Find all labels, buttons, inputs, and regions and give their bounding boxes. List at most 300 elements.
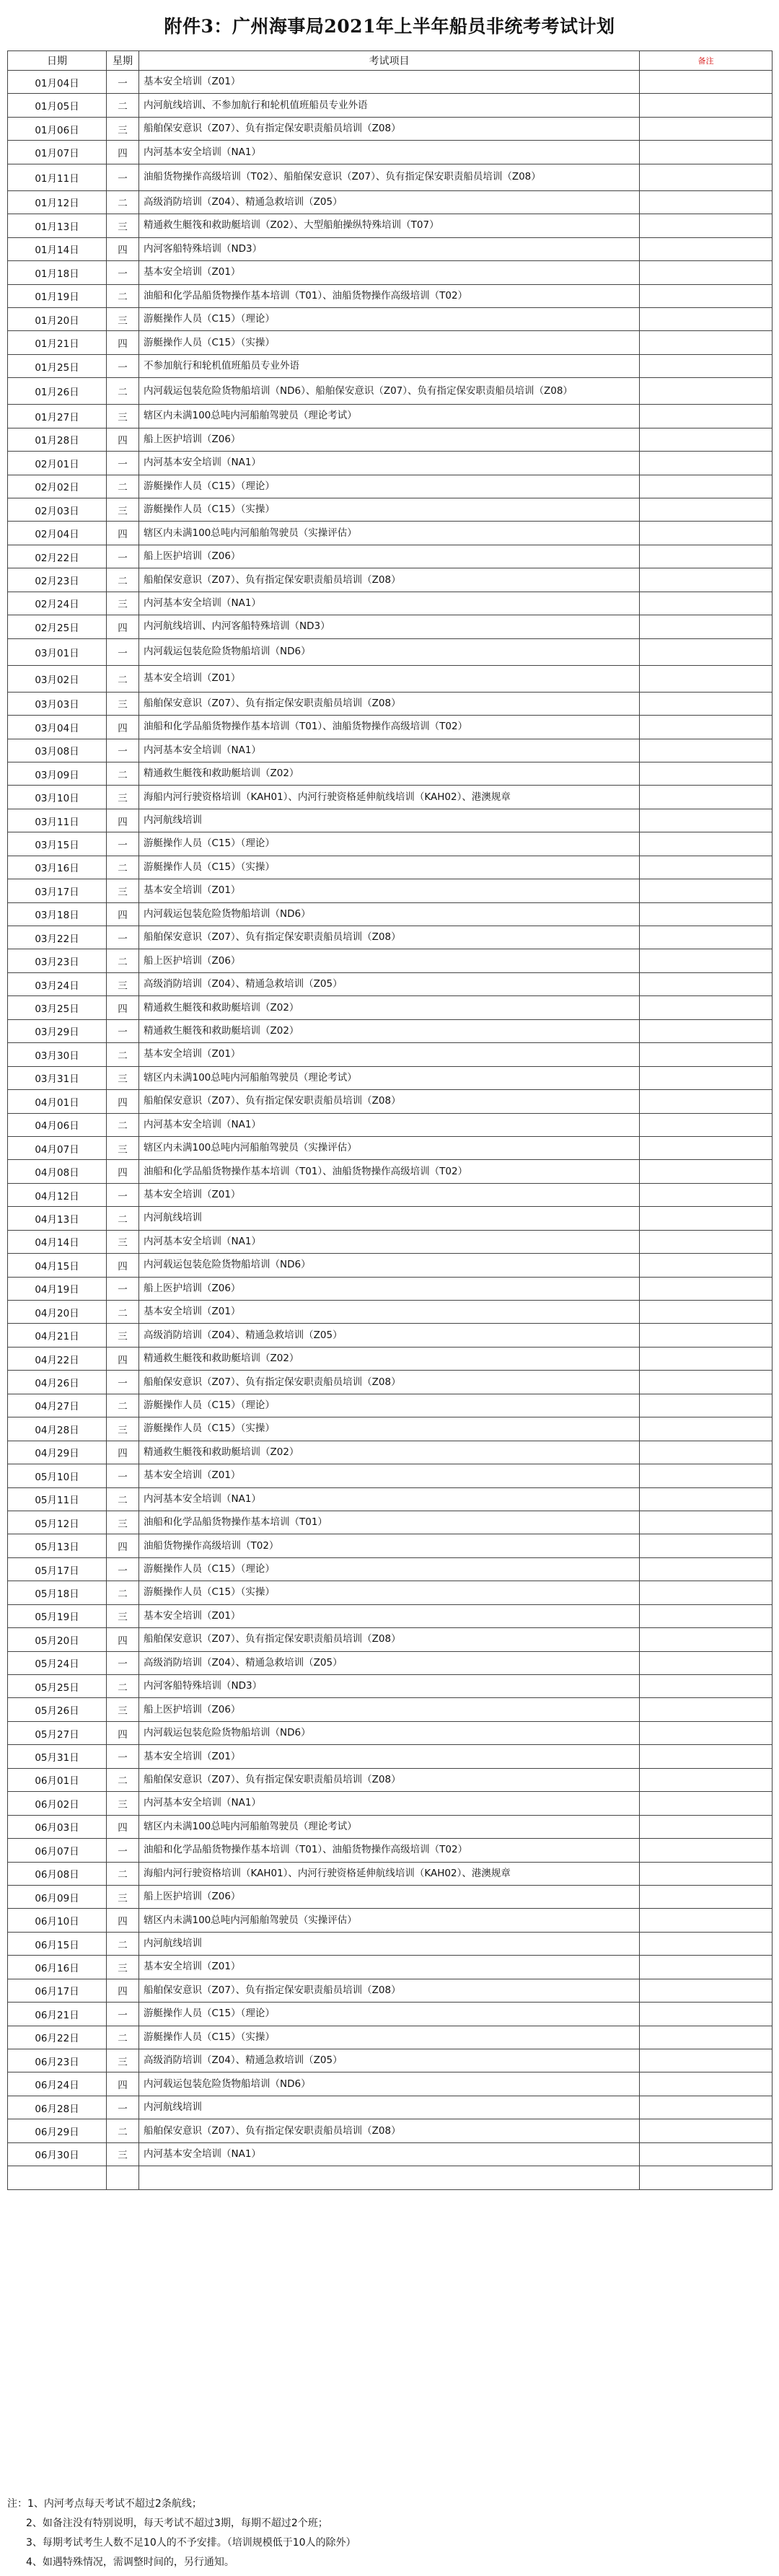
- weekday-cell: 四: [107, 1347, 139, 1370]
- table-row: [8, 2119, 773, 2142]
- table-row: [8, 1254, 773, 1277]
- weekday-cell: 二: [107, 1113, 139, 1136]
- table-row: [8, 1557, 773, 1581]
- weekday-cell: 四: [107, 237, 139, 260]
- date-cell: 04月12日: [8, 1183, 107, 1206]
- date-cell: 03月22日: [8, 926, 107, 949]
- weekday-cell: 三: [107, 692, 139, 715]
- exam-item-cell: 基本安全培训（Z01）: [139, 879, 640, 902]
- exam-item-cell: 船舶保安意识（Z07）、负有指定保安职责船员培训（Z08）: [139, 692, 640, 715]
- table-row: [8, 638, 773, 665]
- remark-cell: [640, 307, 773, 330]
- exam-item-cell: 基本安全培训（Z01）: [139, 1464, 640, 1487]
- weekday-cell: 一: [107, 926, 139, 949]
- date-cell: 06月01日: [8, 1768, 107, 1791]
- remark-cell: [640, 1136, 773, 1159]
- date-cell: 03月31日: [8, 1066, 107, 1089]
- weekday-cell: 一: [107, 1557, 139, 1581]
- exam-item-cell: 不参加航行和轮机值班船员专业外语: [139, 354, 640, 377]
- table-row: [8, 1604, 773, 1627]
- remark-cell: [640, 615, 773, 638]
- remark-cell: [640, 1956, 773, 1979]
- table-row: [8, 378, 773, 405]
- exam-item-cell: 高级消防培训（Z04）、精通急救培训（Z05）: [139, 972, 640, 995]
- exam-item-cell: 内河载运包装危险货物船培训（ND6）: [139, 1721, 640, 1744]
- table-row: [8, 1090, 773, 1113]
- date-cell: 03月18日: [8, 902, 107, 926]
- exam-item-cell: 油船和化学品船货物操作基本培训（T01）、油船货物操作高级培训（T02）: [139, 1160, 640, 1183]
- date-cell: 03月10日: [8, 786, 107, 809]
- table-row: [8, 786, 773, 809]
- table-row: [8, 1464, 773, 1487]
- weekday-cell: 一: [107, 1019, 139, 1042]
- exam-item-cell: 船上医护培训（Z06）: [139, 428, 640, 451]
- exam-item-cell: 内河基本安全培训（NA1）: [139, 2142, 640, 2166]
- table-row: [8, 2142, 773, 2166]
- table-row: [8, 1019, 773, 1042]
- exam-item-cell: 内河基本安全培训（NA1）: [139, 1792, 640, 1815]
- date-cell: 05月31日: [8, 1745, 107, 1768]
- date-cell: 03月02日: [8, 665, 107, 692]
- remark-cell: [640, 141, 773, 164]
- remark-cell: [640, 832, 773, 856]
- table-row: [8, 879, 773, 902]
- exam-item-cell: 船舶保安意识（Z07）、负有指定保安职责船员培训（Z08）: [139, 1979, 640, 2002]
- remark-cell: [640, 879, 773, 902]
- table-row: [8, 1160, 773, 1183]
- table-row: [8, 1675, 773, 1698]
- exam-item-cell: 高级消防培训（Z04）、精通急救培训（Z05）: [139, 1324, 640, 1347]
- weekday-cell: 四: [107, 1979, 139, 2002]
- weekday-cell: 三: [107, 405, 139, 428]
- remark-cell: [640, 522, 773, 545]
- date-cell: 06月08日: [8, 1862, 107, 1885]
- note-line: 注：1、内河考点每天考试不超过2条航线；: [7, 2498, 202, 2510]
- date-cell: 01月06日: [8, 117, 107, 140]
- date-cell: 06月10日: [8, 1909, 107, 1932]
- weekday-cell: 三: [107, 972, 139, 995]
- table-row: [8, 832, 773, 856]
- date-cell: 04月08日: [8, 1160, 107, 1183]
- remark-cell: [640, 1301, 773, 1324]
- remark-cell: [640, 378, 773, 405]
- remark-cell: [640, 1487, 773, 1511]
- date-cell: 02月02日: [8, 475, 107, 498]
- table-row: [8, 1885, 773, 1908]
- date-cell: 01月26日: [8, 378, 107, 405]
- weekday-cell: 三: [107, 1956, 139, 1979]
- date-cell: 02月22日: [8, 545, 107, 568]
- exam-item-cell: 内河基本安全培训（NA1）: [139, 1487, 640, 1511]
- remark-cell: [640, 1347, 773, 1370]
- weekday-cell: 四: [107, 1628, 139, 1651]
- exam-item-cell: 辖区内未满100总吨内河船舶驾驶员（理论考试）: [139, 1066, 640, 1089]
- date-cell: 04月07日: [8, 1136, 107, 1159]
- date-cell: 01月12日: [8, 190, 107, 214]
- table-row: [8, 1745, 773, 1768]
- exam-item-cell: 基本安全培训（Z01）: [139, 1604, 640, 1627]
- date-cell: 03月17日: [8, 879, 107, 902]
- exam-item-cell: 内河航线培训: [139, 809, 640, 832]
- remark-cell: [640, 2049, 773, 2072]
- table-row: [8, 164, 773, 190]
- weekday-cell: 三: [107, 307, 139, 330]
- weekday-cell: 一: [107, 1371, 139, 1394]
- weekday-cell: 二: [107, 284, 139, 307]
- weekday-cell: 一: [107, 164, 139, 190]
- remark-cell: [640, 284, 773, 307]
- table-row: [8, 1417, 773, 1441]
- exam-item-cell: 船上医护培训（Z06）: [139, 1698, 640, 1721]
- table-row: [8, 856, 773, 879]
- table-row: [8, 1324, 773, 1347]
- table-row: [8, 1839, 773, 1862]
- weekday-cell: 四: [107, 1160, 139, 1183]
- weekday-cell: 四: [107, 1254, 139, 1277]
- header-remark: 备注: [640, 51, 773, 71]
- date-cell: 04月26日: [8, 1371, 107, 1394]
- header-date: 日期: [8, 51, 107, 71]
- weekday-cell: 二: [107, 1394, 139, 1417]
- table-row: [8, 405, 773, 428]
- remark-cell: [640, 1815, 773, 1838]
- weekday-cell: 三: [107, 1792, 139, 1815]
- remark-cell: [640, 638, 773, 665]
- table-row: [8, 2096, 773, 2119]
- exam-item-cell: 油船和化学品船货物操作基本培训（T01）、油船货物操作高级培训（T02）: [139, 284, 640, 307]
- exam-item-cell: 基本安全培训（Z01）: [139, 71, 640, 94]
- remark-cell: [640, 2096, 773, 2119]
- weekday-cell: 四: [107, 716, 139, 739]
- remark-cell: [640, 1604, 773, 1627]
- weekday-cell: 一: [107, 452, 139, 475]
- date-cell: 06月30日: [8, 2142, 107, 2166]
- date-cell: 04月28日: [8, 1417, 107, 1441]
- exam-item-cell: 精通救生艇筏和救助艇培训（Z02）: [139, 762, 640, 785]
- remark-cell: [640, 786, 773, 809]
- table-row: [8, 307, 773, 330]
- remark-cell: [640, 1581, 773, 1604]
- remark-cell: [640, 164, 773, 190]
- weekday-cell: 二: [107, 190, 139, 214]
- weekday-cell: 四: [107, 1441, 139, 1464]
- table-row: [8, 996, 773, 1019]
- table-row: [8, 1277, 773, 1300]
- weekday-cell: 二: [107, 94, 139, 117]
- table-row: [8, 762, 773, 785]
- table-row: [8, 522, 773, 545]
- date-cell: 02月03日: [8, 498, 107, 522]
- weekday-cell: 二: [107, 1043, 139, 1066]
- remark-cell: [640, 762, 773, 785]
- weekday-cell: 三: [107, 1417, 139, 1441]
- date-cell: 05月17日: [8, 1557, 107, 1581]
- exam-item-cell: 游艇操作人员（C15）（实操）: [139, 1417, 640, 1441]
- exam-item-cell: 精通救生艇筏和救助艇培训（Z02）、大型船舶操纵特殊培训（T07）: [139, 214, 640, 237]
- exam-item-cell: 内河基本安全培训（NA1）: [139, 1113, 640, 1136]
- remark-cell: [640, 1862, 773, 1885]
- remark-cell: [640, 1230, 773, 1253]
- table-row: [8, 452, 773, 475]
- table-row: [8, 1207, 773, 1230]
- date-cell: 05月11日: [8, 1487, 107, 1511]
- exam-item-cell: 高级消防培训（Z04）、精通急救培训（Z05）: [139, 1651, 640, 1674]
- table-row: [8, 716, 773, 739]
- table-row: [8, 190, 773, 214]
- date-cell: 04月15日: [8, 1254, 107, 1277]
- exam-item-cell: 精通救生艇筏和救助艇培训（Z02）: [139, 1347, 640, 1370]
- exam-item-cell: 内河航线培训: [139, 2096, 640, 2119]
- date-cell: 05月10日: [8, 1464, 107, 1487]
- table-row: [8, 1815, 773, 1838]
- date-cell: 04月14日: [8, 1230, 107, 1253]
- date-cell: 03月11日: [8, 809, 107, 832]
- weekday-cell: 一: [107, 2096, 139, 2119]
- date-cell: 06月23日: [8, 2049, 107, 2072]
- date-cell: 04月01日: [8, 1090, 107, 1113]
- remark-cell: [640, 1066, 773, 1089]
- exam-item-cell: 内河航线培训: [139, 1932, 640, 1955]
- remark-cell: [640, 1183, 773, 1206]
- date-cell: 05月25日: [8, 1675, 107, 1698]
- weekday-cell: 一: [107, 1839, 139, 1862]
- weekday-cell: 三: [107, 214, 139, 237]
- remark-cell: [640, 1909, 773, 1932]
- remark-cell: [640, 1721, 773, 1744]
- remark-cell: [640, 214, 773, 237]
- weekday-cell: 三: [107, 2049, 139, 2072]
- weekday-cell: 三: [107, 592, 139, 615]
- remark-cell: [640, 2119, 773, 2142]
- weekday-cell: 三: [107, 879, 139, 902]
- remark-cell: [640, 1324, 773, 1347]
- remark-cell: [640, 1511, 773, 1534]
- table-row: [8, 1792, 773, 1815]
- table-row: [8, 1698, 773, 1721]
- weekday-cell: 一: [107, 545, 139, 568]
- table-row: [8, 1721, 773, 1744]
- weekday-cell: 二: [107, 2026, 139, 2049]
- date-cell: 01月14日: [8, 237, 107, 260]
- remark-cell: [640, 1839, 773, 1862]
- exam-item-cell: 基本安全培训（Z01）: [139, 665, 640, 692]
- date-cell: 04月06日: [8, 1113, 107, 1136]
- date-cell: 04月22日: [8, 1347, 107, 1370]
- table-row: [8, 498, 773, 522]
- remark-cell: [640, 405, 773, 428]
- remark-cell: [640, 1698, 773, 1721]
- table-row: [8, 1136, 773, 1159]
- table-row: [8, 284, 773, 307]
- table-row: [8, 902, 773, 926]
- remark-cell: [640, 1792, 773, 1815]
- date-cell: 03月30日: [8, 1043, 107, 1066]
- date-cell: [8, 2166, 107, 2189]
- weekday-cell: 三: [107, 786, 139, 809]
- remark-cell: [640, 1394, 773, 1417]
- weekday-cell: 一: [107, 2003, 139, 2026]
- weekday-cell: 二: [107, 1675, 139, 1698]
- date-cell: 03月24日: [8, 972, 107, 995]
- exam-item-cell: 游艇操作人员（C15）（理论）: [139, 307, 640, 330]
- weekday-cell: 三: [107, 1324, 139, 1347]
- weekday-cell: 三: [107, 117, 139, 140]
- weekday-cell: 四: [107, 1909, 139, 1932]
- exam-item-cell: 内河航线培训、不参加航行和轮机值班船员专业外语: [139, 94, 640, 117]
- exam-item-cell: 油船和化学品船货物操作基本培训（T01）、油船货物操作高级培训（T02）: [139, 716, 640, 739]
- remark-cell: [640, 331, 773, 354]
- table-row: [8, 809, 773, 832]
- table-row: [8, 1511, 773, 1534]
- table-row: [8, 592, 773, 615]
- weekday-cell: 四: [107, 1534, 139, 1557]
- exam-item-cell: 内河载运包装危险货物船培训（ND6）: [139, 638, 640, 665]
- remark-cell: [640, 856, 773, 879]
- table-row: [8, 2166, 773, 2189]
- exam-item-cell: 游艇操作人员（C15）（理论）: [139, 1394, 640, 1417]
- remark-cell: [640, 592, 773, 615]
- date-cell: 02月24日: [8, 592, 107, 615]
- date-cell: 06月07日: [8, 1839, 107, 1862]
- table-row: [8, 615, 773, 638]
- exam-item-cell: 海船内河行驶资格培训（KAH01）、内河行驶资格延伸航线培训（KAH02）、港澳规章: [139, 1862, 640, 1885]
- table-row: [8, 692, 773, 715]
- table-row: [8, 1394, 773, 1417]
- remark-cell: [640, 902, 773, 926]
- remark-cell: [640, 1534, 773, 1557]
- remark-cell: [640, 568, 773, 592]
- weekday-cell: 四: [107, 2072, 139, 2096]
- weekday-cell: 三: [107, 1136, 139, 1159]
- exam-item-cell: 辖区内未满100总吨内河船舶驾驶员（理论考试）: [139, 1815, 640, 1838]
- date-cell: 01月19日: [8, 284, 107, 307]
- date-cell: 04月13日: [8, 1207, 107, 1230]
- table-row: [8, 1230, 773, 1253]
- table-row: [8, 972, 773, 995]
- exam-item-cell: 游艇操作人员（C15）（理论）: [139, 475, 640, 498]
- remark-cell: [640, 926, 773, 949]
- table-row: [8, 1043, 773, 1066]
- exam-item-cell: 内河载运包装危险货物船培训（ND6）: [139, 2072, 640, 2096]
- table-row: [8, 117, 773, 140]
- exam-item-cell: 游艇操作人员（C15）（理论）: [139, 1557, 640, 1581]
- weekday-cell: 四: [107, 141, 139, 164]
- weekday-cell: 一: [107, 354, 139, 377]
- exam-item-cell: 高级消防培训（Z04）、精通急救培训（Z05）: [139, 2049, 640, 2072]
- header-item: 考试项目: [139, 51, 640, 71]
- exam-item-cell: 油船和化学品船货物操作基本培训（T01）: [139, 1511, 640, 1534]
- date-cell: 03月15日: [8, 832, 107, 856]
- table-row: [8, 1909, 773, 1932]
- date-cell: 06月16日: [8, 1956, 107, 1979]
- date-cell: 03月16日: [8, 856, 107, 879]
- date-cell: 02月23日: [8, 568, 107, 592]
- table-row: [8, 2026, 773, 2049]
- exam-item-cell: 内河客船特殊培训（ND3）: [139, 1675, 640, 1698]
- exam-item-cell: 船舶保安意识（Z07）、负有指定保安职责船员培训（Z08）: [139, 1628, 640, 1651]
- remark-cell: [640, 1160, 773, 1183]
- exam-item-cell: 精通救生艇筏和救助艇培训（Z02）: [139, 996, 640, 1019]
- weekday-cell: 三: [107, 498, 139, 522]
- date-cell: 06月03日: [8, 1815, 107, 1838]
- weekday-cell: 四: [107, 996, 139, 1019]
- weekday-cell: 一: [107, 1651, 139, 1674]
- exam-item-cell: 基本安全培训（Z01）: [139, 1956, 640, 1979]
- remark-cell: [640, 237, 773, 260]
- remark-cell: [640, 1557, 773, 1581]
- note-line: 4、如遇特殊情况，需调整时间的，另行通知。: [26, 2557, 234, 2568]
- weekday-cell: 一: [107, 638, 139, 665]
- remark-cell: [640, 1019, 773, 1042]
- date-cell: 01月20日: [8, 307, 107, 330]
- weekday-cell: 二: [107, 1207, 139, 1230]
- exam-item-cell: 基本安全培训（Z01）: [139, 1043, 640, 1066]
- weekday-cell: 四: [107, 428, 139, 451]
- table-row: [8, 2049, 773, 2072]
- remark-cell: [640, 665, 773, 692]
- table-row: [8, 428, 773, 451]
- exam-item-cell: 基本安全培训（Z01）: [139, 261, 640, 284]
- date-cell: 03月08日: [8, 739, 107, 762]
- table-row: [8, 1183, 773, 1206]
- date-cell: 04月27日: [8, 1394, 107, 1417]
- date-cell: 01月11日: [8, 164, 107, 190]
- note-line: 3、每期考试考生人数不足10人的不予安排。（培训规模低于10人的除外）: [26, 2537, 356, 2549]
- table-row: [8, 1441, 773, 1464]
- date-cell: 06月22日: [8, 2026, 107, 2049]
- weekday-cell: 一: [107, 1277, 139, 1300]
- weekday-cell: 三: [107, 1885, 139, 1908]
- remark-cell: [640, 1628, 773, 1651]
- date-cell: 02月25日: [8, 615, 107, 638]
- exam-item-cell: [139, 2166, 640, 2189]
- date-cell: 03月25日: [8, 996, 107, 1019]
- table-row: [8, 949, 773, 972]
- remark-cell: [640, 190, 773, 214]
- date-cell: 04月19日: [8, 1277, 107, 1300]
- table-row: [8, 1347, 773, 1370]
- note-line: 2、如备注没有特别说明，每天考试不超过3期，每期不超过2个班；: [26, 2518, 328, 2529]
- exam-item-cell: 基本安全培训（Z01）: [139, 1745, 640, 1768]
- date-cell: 05月19日: [8, 1604, 107, 1627]
- weekday-cell: 四: [107, 615, 139, 638]
- weekday-cell: 二: [107, 856, 139, 879]
- table-row: [8, 1956, 773, 1979]
- exam-item-cell: 内河基本安全培训（NA1）: [139, 739, 640, 762]
- table-row: [8, 1301, 773, 1324]
- exam-item-cell: 游艇操作人员（C15）（实操）: [139, 498, 640, 522]
- table-row: [8, 1628, 773, 1651]
- remark-cell: [640, 1768, 773, 1791]
- exam-item-cell: 内河基本安全培训（NA1）: [139, 141, 640, 164]
- remark-cell: [640, 1113, 773, 1136]
- exam-item-cell: 高级消防培训（Z04）、精通急救培训（Z05）: [139, 190, 640, 214]
- weekday-cell: 四: [107, 1090, 139, 1113]
- weekday-cell: 四: [107, 331, 139, 354]
- table-row: [8, 71, 773, 94]
- exam-item-cell: 油船和化学品船货物操作基本培训（T01）、油船货物操作高级培训（T02）: [139, 1839, 640, 1862]
- remark-cell: [640, 1464, 773, 1487]
- exam-item-cell: 船舶保安意识（Z07）、负有指定保安职责船员培训（Z08）: [139, 1090, 640, 1113]
- remark-cell: [640, 354, 773, 377]
- remark-cell: [640, 1277, 773, 1300]
- weekday-cell: 三: [107, 1698, 139, 1721]
- exam-item-cell: 海船内河行驶资格培训（KAH01）、内河行驶资格延伸航线培训（KAH02）、港澳规章: [139, 786, 640, 809]
- remark-cell: [640, 94, 773, 117]
- exam-item-cell: 内河航线培训: [139, 1207, 640, 1230]
- remark-cell: [640, 1675, 773, 1698]
- weekday-cell: 二: [107, 1932, 139, 1955]
